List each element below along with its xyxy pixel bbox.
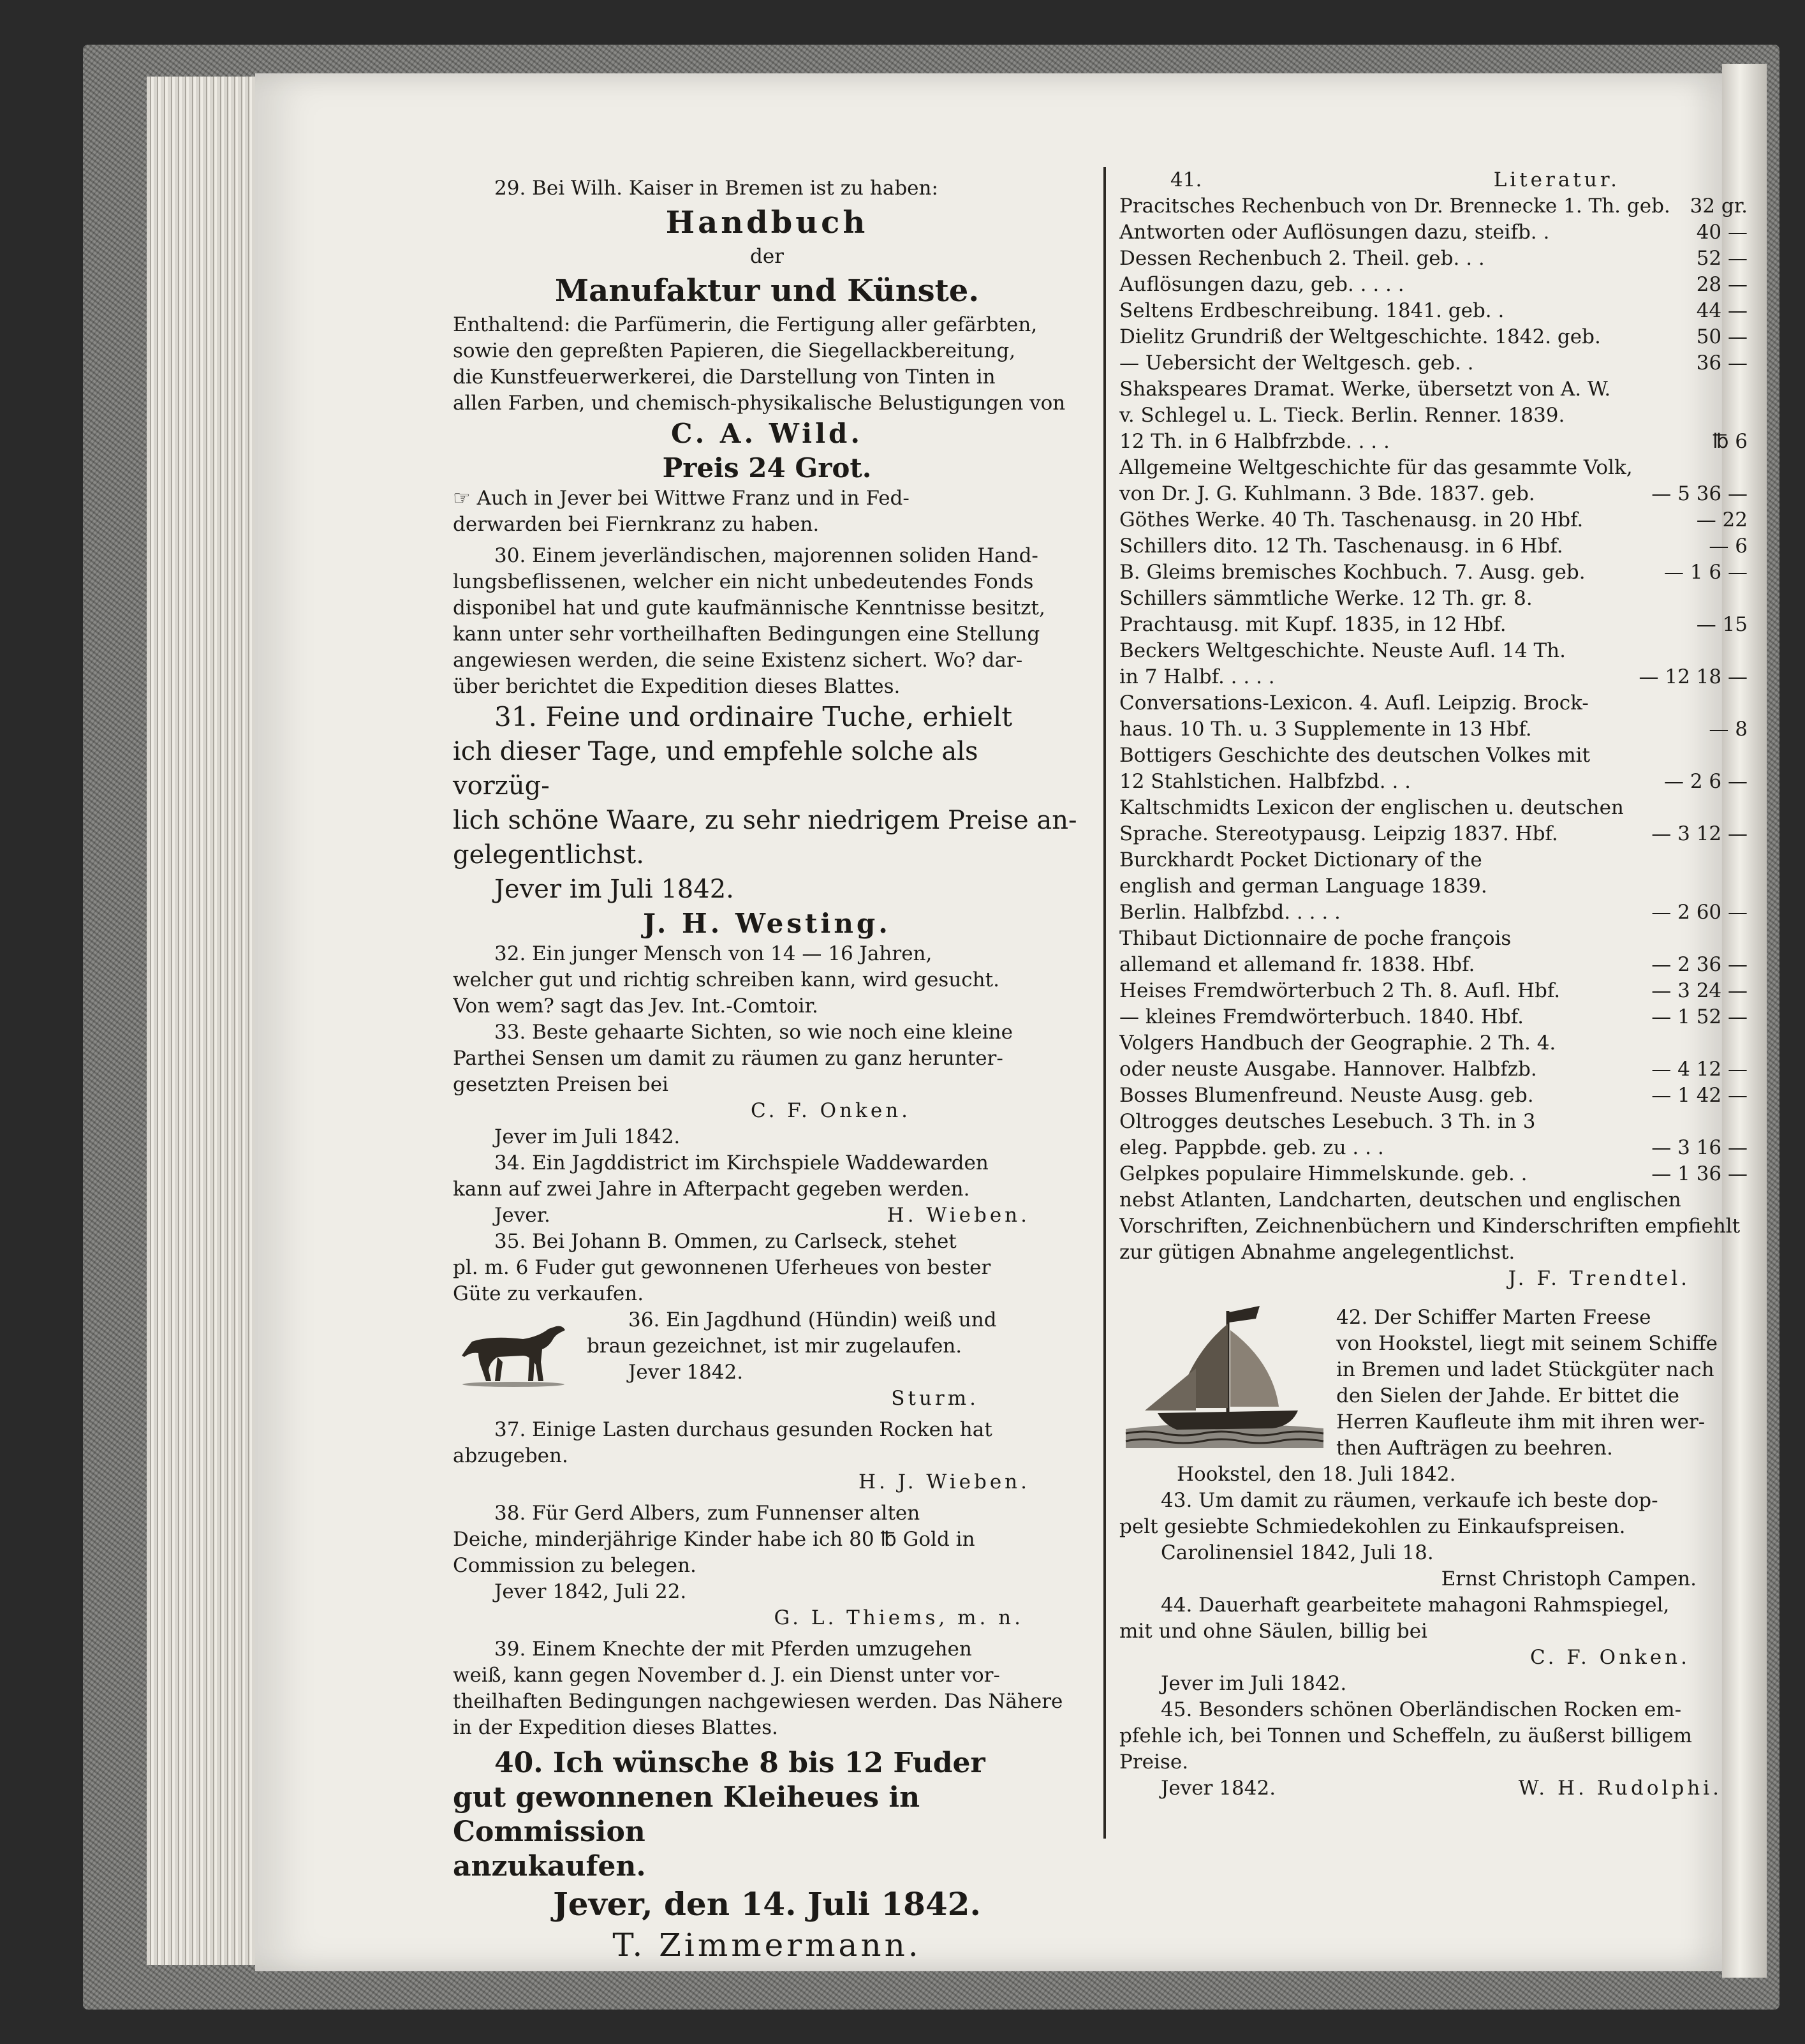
literature-title: Dielitz Grundriß der Weltgeschichte. 1842. geb. (1119, 325, 1601, 348)
literature-price: ℔ 6 (1713, 430, 1748, 453)
literature-title: Auflösungen dazu, geb. . . . . (1119, 273, 1404, 296)
literature-price (1742, 1030, 1748, 1056)
ad-37 (453, 1417, 1081, 1495)
literature-item (1119, 716, 1748, 743)
ad-37-signature: H. J. Wieben. (858, 1470, 1030, 1493)
literature-price: — 5 36 — (1651, 482, 1748, 505)
ad-36-place: Jever 1842. (628, 1361, 744, 1384)
literature-price (1742, 743, 1748, 769)
ad-39-line: weiß, kann gegen November d. J. ein Dienst unter vor- (453, 1664, 1000, 1687)
left-column (453, 175, 1081, 1966)
ad-37-line: abzugeben. (453, 1444, 568, 1467)
literature-title: Bottigers Geschichte des deutschen Volkes mit (1119, 744, 1591, 767)
literature-item (1119, 1030, 1748, 1056)
literature-price (1742, 847, 1748, 873)
literature-item (1119, 1109, 1748, 1135)
ad-35-line: 35. Bei Johann B. Ommen, zu Carlseck, stehet (494, 1230, 957, 1253)
ad-29-body: die Kunstfeuerwerkerei, die Darstellung von Tinten in (453, 366, 996, 389)
literature-item (1119, 481, 1748, 507)
ad-37-line: 37. Einige Lasten durchaus gesunden Rocken hat (494, 1418, 992, 1441)
column-rule (1103, 167, 1106, 1839)
ad-39-line: 39. Einem Knechte der mit Pferden umzugehen (494, 1638, 972, 1661)
literature-item (1119, 612, 1748, 638)
ad-40-line: gut gewonnenen Kleiheues in Commission (453, 1781, 920, 1848)
ad-29-body: Enthaltend: die Parfümerin, die Fertigung aller gefärbten, (453, 313, 1038, 336)
ad-29-body: sowie den gepreßten Papieren, die Siegellackbereitung, (453, 339, 1016, 362)
ad-29-body: allen Farben, und chemisch-physikalische Belustigungen von (453, 392, 1066, 415)
sailing-ship-illustration (1119, 1298, 1330, 1458)
ad-43-place: Carolinensiel 1842, Juli 18. (1161, 1541, 1434, 1564)
ad-33-line: gesetzten Preisen bei (453, 1073, 668, 1096)
ad-45-line: pfehle ich, bei Tonnen und Scheffeln, zu äußerst billigem (1119, 1724, 1692, 1747)
literature-title: Gelpkes populaire Himmelskunde. geb. . (1119, 1162, 1528, 1185)
literature-price: 32 gr. (1690, 195, 1748, 218)
literature-item (1119, 978, 1748, 1004)
literature-price (1742, 638, 1748, 664)
ad-35-line: Güte zu verkaufen. (453, 1282, 644, 1305)
ad-41-tail: nebst Atlanten, Landcharten, deutschen und englischen (1119, 1189, 1681, 1211)
ad-42-line: den Sielen der Jahde. Er bittet die (1336, 1384, 1679, 1407)
literature-price: — 22 (1696, 508, 1748, 531)
ad-31-line: lich schöne Waare, zu sehr niedrigem Preise an- (453, 806, 1077, 835)
literature-price: — 2 60 — (1651, 901, 1748, 924)
literature-list (1119, 193, 1748, 1187)
ad-36 (453, 1307, 1081, 1412)
literature-item (1119, 690, 1748, 716)
right-column (1119, 167, 1748, 1802)
ad-35-line: pl. m. 6 Fuder gut gewonnenen Uferheues von bester (453, 1256, 991, 1279)
literature-title: B. Gleims bremisches Kochbuch. 7. Ausg. geb. (1119, 561, 1586, 584)
ad-41-tail: Vorschriften, Zeichnenbüchern und Kinderschriften empfiehlt (1119, 1215, 1741, 1238)
ad-30-line: angewiesen werden, die seine Existenz sichert. Wo? dar- (453, 649, 1023, 672)
ad-44-place: Jever im Juli 1842. (1161, 1672, 1347, 1695)
literature-item (1119, 795, 1748, 821)
ad-31-line: 31. Feine und ordinaire Tuche, erhielt (494, 701, 1013, 732)
literature-title: 12 Th. in 6 Halbfrzbde. . . . (1119, 430, 1390, 453)
literature-price: — 15 (1696, 613, 1748, 636)
literature-title: 12 Stahlstichen. Halbfzbd. . . (1119, 770, 1411, 793)
ad-38-signature: G. L. Thiems, m. n. (774, 1606, 1024, 1629)
literature-price: 52 — (1696, 247, 1748, 270)
ad-29-note: ☞ Auch in Jever bei Wittwe Franz und in Fed- (453, 487, 910, 510)
ad-29 (453, 175, 1081, 538)
ad-40-line: anzukaufen. (453, 1850, 646, 1883)
ad-29-price: Preis 24 Grot. (662, 452, 872, 484)
literature-item (1119, 638, 1748, 664)
ad-29-heading: 29. Bei Wilh. Kaiser in Bremen ist zu haben: (494, 177, 938, 200)
literature-item (1119, 350, 1748, 376)
ad-45-signature: W. H. Rudolphi. (1518, 1777, 1722, 1800)
literature-title: oder neuste Ausgabe. Hannover. Halbfzb. (1119, 1058, 1537, 1081)
literature-price (1742, 403, 1748, 429)
literature-title: Shakspeares Dramat. Werke, übersetzt von A. W. (1119, 378, 1611, 401)
ad-39-line: theilhaften Bedingungen nachgewiesen werden. Das Nähere (453, 1690, 1063, 1713)
ad-32 (453, 941, 1081, 1019)
literature-title: Kaltschmidts Lexicon der englischen u. deutschen (1119, 796, 1624, 819)
literature-item (1119, 429, 1748, 455)
ad-40 (453, 1746, 1081, 1966)
literature-item (1119, 900, 1748, 926)
ad-42-place: Hookstel, den 18. Juli 1842. (1177, 1463, 1456, 1486)
ad-38-line: Deiche, minderjährige Kinder habe ich 80 ℔ Gold in (453, 1528, 975, 1551)
ad-31-signature: J. H. Westing. (643, 908, 891, 939)
literature-item (1119, 246, 1748, 272)
literature-price: — 3 24 — (1651, 979, 1748, 1002)
ad-33-signature: C. F. Onken. (750, 1099, 911, 1122)
literature-title: Dessen Rechenbuch 2. Theil. geb. . . (1119, 247, 1485, 270)
ad-45-place: Jever 1842. (1161, 1777, 1276, 1800)
ad-43 (1119, 1488, 1748, 1592)
literature-title: — kleines Fremdwörterbuch. 1840. Hbf. (1119, 1005, 1524, 1028)
ad-39-line: in der Expedition dieses Blattes. (453, 1716, 778, 1739)
literature-price: — 12 18 — (1639, 665, 1748, 688)
literature-item (1119, 926, 1748, 952)
literature-item (1119, 455, 1748, 481)
literature-item (1119, 403, 1748, 429)
literature-item (1119, 847, 1748, 873)
literature-title: Volgers Handbuch der Geographie. 2 Th. 4. (1119, 1032, 1556, 1055)
ad-40-signature: T. Zimmermann. (612, 1927, 922, 1964)
literature-price: 36 — (1696, 352, 1748, 374)
ad-44-signature: C. F. Onken. (1529, 1646, 1690, 1669)
literature-price: — 3 12 — (1651, 822, 1748, 845)
literature-item (1119, 1004, 1748, 1030)
literature-item (1119, 769, 1748, 795)
ad-29-der: der (749, 245, 784, 268)
literature-item (1119, 873, 1748, 900)
literature-title: — Uebersicht der Weltgesch. geb. . (1119, 352, 1474, 374)
literature-title: Heises Fremdwörterbuch 2 Th. 8. Aufl. Hbf. (1119, 979, 1561, 1002)
ad-42-line: then Aufträgen zu beehren. (1336, 1437, 1613, 1460)
ad-45-line: 45. Besonders schönen Oberländischen Rocken em- (1161, 1698, 1682, 1721)
literature-item (1119, 1161, 1748, 1187)
ad-41-title: Literatur. (1493, 168, 1620, 191)
ad-41-number: 41. (1170, 168, 1202, 191)
ad-34-line: kann auf zwei Jahre in Afterpacht gegeben werden. (453, 1178, 970, 1201)
literature-price: — 3 16 — (1651, 1136, 1748, 1159)
ad-45-line: Preise. (1119, 1751, 1189, 1774)
ad-33 (453, 1019, 1081, 1150)
ad-41-signature: J. F. Trendtel. (1508, 1267, 1690, 1290)
ad-32-line: 32. Ein junger Mensch von 14 — 16 Jahren, (494, 942, 932, 965)
ad-30-line: über berichtet die Expedition dieses Blattes. (453, 675, 901, 698)
literature-title: von Dr. J. G. Kuhlmann. 3 Bde. 1837. geb. (1119, 482, 1535, 505)
literature-item (1119, 586, 1748, 612)
literature-item (1119, 507, 1748, 533)
literature-title: Bosses Blumenfreund. Neuste Ausg. geb. (1119, 1084, 1534, 1107)
literature-price: 28 — (1696, 273, 1748, 296)
literature-item (1119, 219, 1748, 246)
literature-item (1119, 1056, 1748, 1083)
literature-title: Allgemeine Weltgeschichte für das gesammte Volk, (1119, 456, 1633, 479)
literature-price (1742, 376, 1748, 403)
ad-42-line: 42. Der Schiffer Marten Freese (1336, 1306, 1651, 1329)
literature-title: eleg. Pappbde. geb. zu . . . (1119, 1136, 1384, 1159)
literature-title: Antworten oder Auflösungen dazu, steifb. . (1119, 221, 1550, 244)
ad-44 (1119, 1592, 1748, 1697)
ad-43-signature: Ernst Christoph Campen. (1441, 1567, 1697, 1590)
ad-44-line: 44. Dauerhaft gearbeitete mahagoni Rahmspiegel, (1161, 1594, 1670, 1617)
literature-price (1742, 455, 1748, 481)
literature-item (1119, 324, 1748, 350)
literature-item (1119, 376, 1748, 403)
ad-39 (453, 1636, 1081, 1741)
ad-36-line: 36. Ein Jagdhund (Hündin) weiß und (628, 1308, 997, 1331)
ad-29-author: C. A. Wild. (670, 418, 864, 449)
literature-title: haus. 10 Th. u. 3 Supplemente in 13 Hbf. (1119, 718, 1532, 741)
ad-31-line: gelegentlichst. (453, 840, 644, 870)
literature-price: 44 — (1696, 299, 1748, 322)
ad-34-signature: H. Wieben. (887, 1204, 1030, 1227)
literature-item (1119, 952, 1748, 978)
literature-price (1742, 795, 1748, 821)
ad-29-note: derwarden bei Fiernkranz zu haben. (453, 513, 820, 536)
literature-item (1119, 533, 1748, 559)
literature-price (1742, 690, 1748, 716)
literature-price: — 6 (1709, 535, 1748, 558)
ad-35 (453, 1229, 1081, 1307)
ad-29-title-2: Manufaktur und Künste. (554, 273, 980, 309)
literature-price: — 1 36 — (1651, 1162, 1748, 1185)
ad-38-line: Commission zu belegen. (453, 1554, 696, 1577)
ad-38-place: Jever 1842, Juli 22. (494, 1580, 687, 1603)
literature-title: Schillers sämmtliche Werke. 12 Th. gr. 8. (1119, 587, 1533, 610)
ad-40-place: Jever, den 14. Juli 1842. (553, 1885, 981, 1923)
ad-43-line: 43. Um damit zu räumen, verkaufe ich beste dop- (1161, 1489, 1658, 1512)
ad-30-line: 30. Einem jeverländischen, majorennen soliden Hand- (494, 544, 1038, 567)
literature-item (1119, 821, 1748, 847)
ad-34-line: 34. Ein Jagddistrict im Kirchspiele Waddewarden (494, 1152, 989, 1174)
literature-price: — 1 42 — (1651, 1084, 1748, 1107)
ad-40-line: 40. Ich wünsche 8 bis 12 Fuder (494, 1747, 985, 1779)
ad-29-title-1: Handbuch (665, 205, 869, 241)
ad-31 (453, 700, 1081, 941)
literature-title: in 7 Halbf. . . . . (1119, 665, 1275, 688)
literature-price (1742, 873, 1748, 900)
literature-title: Berlin. Halbfzbd. . . . . (1119, 901, 1341, 924)
ad-30-line: kann unter sehr vortheilhaften Bedingungen eine Stellung (453, 623, 1040, 646)
literature-item (1119, 1135, 1748, 1161)
literature-item (1119, 743, 1748, 769)
ad-38 (453, 1500, 1081, 1631)
literature-title: Oltrogges deutsches Lesebuch. 3 Th. in 3 (1119, 1110, 1536, 1133)
ad-30-line: lungsbeflissenen, welcher ein nicht unbedeutendes Fonds (453, 570, 1034, 593)
literature-title: allemand et allemand fr. 1838. Hbf. (1119, 953, 1475, 976)
literature-title: english and german Language 1839. (1119, 875, 1487, 898)
ad-36-signature: Sturm. (891, 1387, 979, 1410)
literature-title: Thibaut Dictionnaire de poche françois (1119, 927, 1512, 950)
literature-item (1119, 559, 1748, 586)
literature-price (1742, 926, 1748, 952)
literature-title: v. Schlegel u. L. Tieck. Berlin. Renner. 1839. (1119, 404, 1565, 427)
literature-item (1119, 272, 1748, 298)
ad-33-line: Parthei Sensen um damit zu räumen zu ganz herunter- (453, 1047, 1003, 1070)
hunting-dog-illustration (453, 1311, 574, 1388)
literature-title: Burckhardt Pocket Dictionary of the (1119, 848, 1482, 871)
literature-price: — 2 6 — (1663, 770, 1748, 793)
ad-30 (453, 543, 1081, 700)
literature-price (1742, 586, 1748, 612)
ad-42 (1119, 1305, 1748, 1488)
ad-42-line: von Hookstel, liegt mit seinem Schiffe (1336, 1332, 1718, 1355)
literature-price: — 8 (1709, 718, 1748, 741)
literature-item (1119, 1083, 1748, 1109)
literature-title: Conversations-Lexicon. 4. Aufl. Leipzig. Brock- (1119, 692, 1589, 715)
ad-42-line: in Bremen und ladet Stückgüter nach (1336, 1358, 1714, 1381)
literature-title: Beckers Weltgeschichte. Neuste Aufl. 14 Th. (1119, 639, 1566, 662)
literature-price: — 1 52 — (1651, 1005, 1748, 1028)
literature-title: Pracitsches Rechenbuch von Dr. Brennecke 1. Th. geb. (1119, 195, 1670, 218)
literature-item (1119, 298, 1748, 324)
ad-31-line: ich dieser Tage, und empfehle solche als vorzüg- (453, 737, 978, 801)
literature-title: Göthes Werke. 40 Th. Taschenausg. in 20 Hbf. (1119, 508, 1584, 531)
literature-item (1119, 664, 1748, 690)
literature-title: Sprache. Stereotypausg. Leipzig 1837. Hbf. (1119, 822, 1558, 845)
ad-30-line: disponibel hat und gute kaufmännische Kenntnisse besitzt, (453, 596, 1045, 619)
literature-price: 40 — (1696, 221, 1748, 244)
literature-title: Prachtausg. mit Kupf. 1835, in 12 Hbf. (1119, 613, 1507, 636)
ad-38-line: 38. Für Gerd Albers, zum Funnenser alten (494, 1502, 920, 1525)
ad-33-line: 33. Beste gehaarte Sichten, so wie noch eine kleine (494, 1021, 1013, 1044)
ad-42-line: Herren Kaufleute ihm mit ihren wer- (1336, 1411, 1706, 1433)
literature-price: — 4 12 — (1651, 1058, 1748, 1081)
ad-34-place: Jever. (494, 1204, 550, 1227)
literature-price: — 2 36 — (1651, 953, 1748, 976)
literature-item (1119, 193, 1748, 219)
ad-41-tail: zur gütigen Abnahme angelegentlichst. (1119, 1241, 1515, 1264)
literature-price: — 1 6 — (1663, 561, 1748, 584)
ad-45 (1119, 1697, 1748, 1802)
ad-41 (1119, 167, 1748, 1292)
ad-34 (453, 1150, 1081, 1229)
literature-price (1742, 1109, 1748, 1135)
ad-33-place: Jever im Juli 1842. (494, 1125, 681, 1148)
literature-title: Seltens Erdbeschreibung. 1841. geb. . (1119, 299, 1505, 322)
ad-31-place: Jever im Juli 1842. (494, 875, 734, 904)
ad-32-line: Von wem? sagt das Jev. Int.-Comtoir. (453, 995, 818, 1018)
literature-title: Schillers dito. 12 Th. Taschenausg. in 6 Hbf. (1119, 535, 1563, 558)
ad-43-line: pelt gesiebte Schmiedekohlen zu Einkaufspreisen. (1119, 1515, 1626, 1538)
literature-price: 50 — (1696, 325, 1748, 348)
ad-44-line: mit und ohne Säulen, billig bei (1119, 1620, 1427, 1643)
ad-36-line: braun gezeichnet, ist mir zugelaufen. (587, 1335, 962, 1358)
ad-32-line: welcher gut und richtig schreiben kann, wird gesucht. (453, 968, 999, 991)
